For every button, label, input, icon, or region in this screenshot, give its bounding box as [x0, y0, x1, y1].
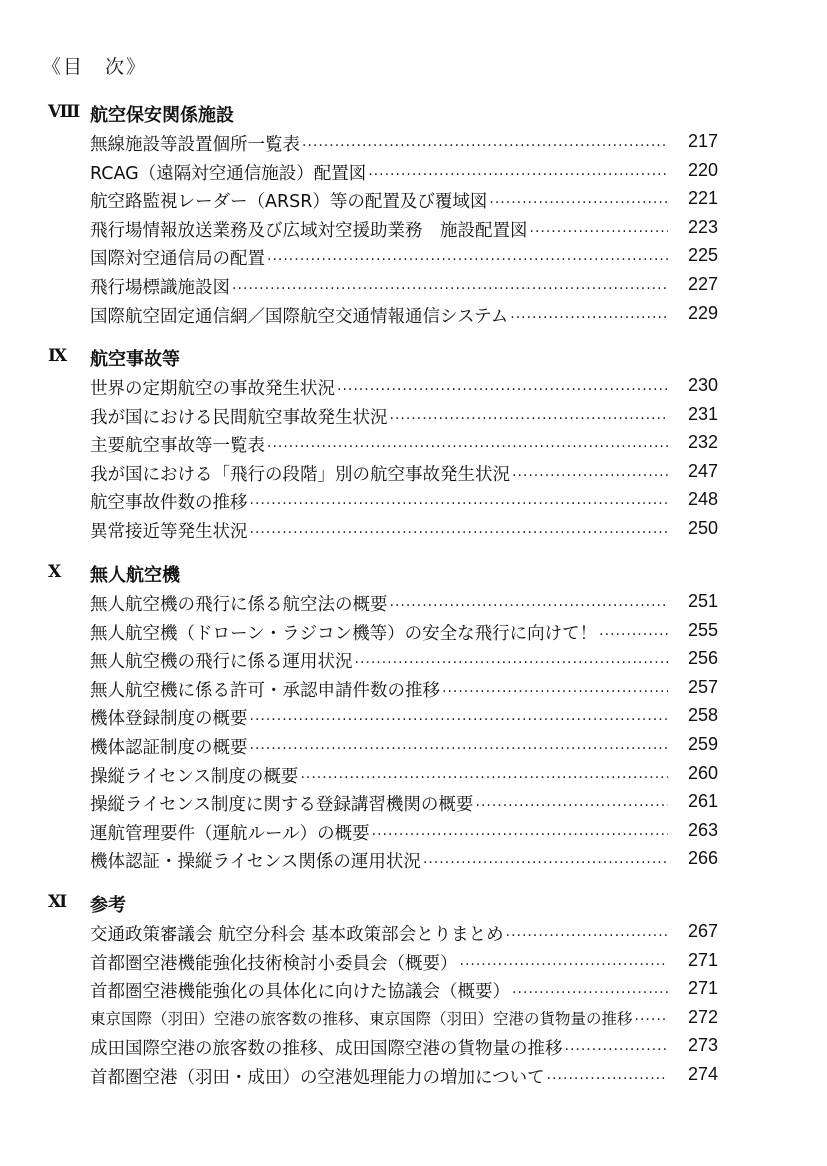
dot-leader — [267, 439, 668, 455]
entry-page-number: 232 — [687, 432, 718, 453]
toc-entry[interactable] — [0, 486, 827, 515]
dot-leader — [250, 712, 669, 728]
dot-leader — [250, 496, 669, 512]
dot-leader — [565, 1042, 669, 1058]
entry-page-number: 248 — [687, 489, 718, 510]
toc-title: 《目 次》 — [42, 56, 148, 78]
entry-page-number: 250 — [687, 517, 718, 538]
entry-label: 飛行場標識施設図 — [90, 277, 230, 298]
entry-page-number: 231 — [687, 403, 718, 424]
toc-entry[interactable] — [0, 128, 827, 157]
toc-entry[interactable] — [0, 845, 827, 874]
toc-entry[interactable] — [0, 1061, 827, 1090]
entry-page-number: 271 — [687, 949, 718, 970]
toc-entry[interactable] — [0, 271, 827, 300]
entry-page-number: 256 — [687, 648, 718, 669]
entry-label: 無人航空機に係る許可・承認申請件数の推移 — [90, 680, 440, 701]
toc-entry[interactable] — [0, 760, 827, 789]
entry-page-number: 251 — [687, 591, 718, 611]
dot-leader — [390, 598, 669, 614]
entry-page-number: 230 — [687, 375, 718, 395]
toc-entry[interactable] — [0, 429, 827, 458]
dot-leader — [460, 957, 669, 973]
dot-leader — [232, 281, 668, 297]
entry-label: 無人航空機（ドローン・ラジコン機等）の安全な飛行に向けて！ — [90, 623, 598, 644]
dot-leader — [506, 928, 668, 944]
section-8 — [0, 100, 827, 328]
toc-entry[interactable] — [0, 617, 827, 646]
entry-page-number: 225 — [687, 245, 718, 266]
entry-label: 機体認証制度の概要 — [90, 737, 248, 758]
dot-leader — [423, 855, 668, 871]
dot-leader — [250, 741, 669, 757]
dot-leader — [510, 310, 668, 326]
toc-entry[interactable] — [0, 947, 827, 976]
dot-leader — [390, 411, 669, 427]
dot-leader — [512, 985, 668, 1001]
entry-label: 交通政策審議会 航空分科会 基本政策部会とりまとめ — [90, 925, 504, 945]
dot-leader — [442, 684, 668, 700]
section-name: 無人航空機 — [90, 565, 180, 586]
entry-label: 機体認証・操縦ライセンス関係の運用状況 — [90, 852, 421, 873]
dot-leader — [372, 827, 668, 843]
entry-label: 無人航空機の飛行に係る航空法の概要 — [90, 595, 388, 615]
toc-entry[interactable] — [0, 702, 827, 731]
section-number: Ⅺ — [48, 892, 67, 912]
toc-entry[interactable] — [0, 788, 827, 817]
toc-entry[interactable] — [0, 458, 827, 487]
entry-label: RCAG（遠隔対空通信施設）配置図 — [90, 163, 367, 184]
entry-page-number: 229 — [687, 302, 718, 323]
entry-label: 無人航空機の飛行に係る運用状況 — [90, 652, 353, 673]
entry-label: 操縦ライセンス制度の概要 — [90, 766, 299, 787]
toc-entry[interactable] — [0, 731, 827, 760]
entry-label: 航空事故件数の推移 — [90, 493, 248, 514]
section-name: 航空保安関係施設 — [90, 105, 234, 126]
entry-label: 運航管理要件（運航ルール）の概要 — [90, 823, 370, 844]
dot-leader — [250, 525, 669, 541]
dot-leader — [302, 138, 668, 154]
toc-entry[interactable] — [0, 214, 827, 243]
section-number: Ⅹ — [48, 562, 61, 582]
toc-entry[interactable] — [0, 975, 827, 1004]
entry-page-number: 227 — [687, 273, 718, 294]
entry-label: 国際対空通信局の配置 — [90, 249, 265, 270]
entry-page-number: 263 — [687, 819, 718, 840]
section-name: 航空事故等 — [90, 349, 180, 370]
entry-label: 首都圏空港（羽田・成田）の空港処理能力の増加について — [90, 1067, 545, 1088]
entry-page-number: 260 — [687, 762, 718, 783]
toc-entry[interactable] — [0, 645, 827, 674]
dot-leader — [599, 627, 668, 643]
entry-page-number: 271 — [687, 978, 718, 999]
section-number: Ⅷ — [48, 102, 80, 122]
entry-page-number: 261 — [687, 791, 718, 812]
dot-leader — [368, 167, 668, 183]
section-9 — [0, 344, 827, 544]
dot-leader — [489, 195, 668, 211]
toc-entry[interactable] — [0, 242, 827, 271]
section-heading — [0, 560, 827, 588]
entry-label: 我が国における「飛行の段階」別の航空事故発生状況 — [90, 464, 510, 485]
dot-leader — [512, 468, 668, 484]
entry-label: 成田国際空港の旅客数の推移、成田国際空港の貨物量の推移 — [90, 1039, 563, 1060]
entry-page-number: 257 — [687, 676, 718, 697]
toc-entry[interactable] — [0, 817, 827, 846]
toc-entry[interactable] — [0, 157, 827, 186]
entry-label: 無線施設等設置個所一覧表 — [90, 135, 300, 155]
entry-label: 首都圏空港機能強化技術検討小委員会（概要） — [90, 953, 458, 974]
entry-label: 機体登録制度の概要 — [90, 709, 248, 730]
toc-entry[interactable] — [0, 372, 827, 401]
entry-label: 異常接近等発生状況 — [90, 521, 248, 542]
entry-label: 国際航空固定通信網／国際航空交通情報通信システム — [90, 306, 509, 327]
toc-entry[interactable] — [0, 1004, 827, 1033]
entry-label: 我が国における民間航空事故発生状況 — [90, 407, 388, 428]
entry-page-number: 273 — [687, 1035, 718, 1056]
entry-page-number: 259 — [687, 733, 718, 754]
entry-page-number: 272 — [687, 1006, 718, 1027]
entry-page-number: 267 — [687, 921, 718, 941]
entry-label: 主要航空事故等一覧表 — [90, 436, 265, 457]
section-name: 参考 — [90, 895, 126, 916]
toc-entry[interactable] — [0, 918, 827, 947]
entry-page-number: 217 — [687, 131, 718, 151]
entry-label: 操縦ライセンス制度に関する登録講習機関の概要 — [90, 795, 474, 816]
entry-label: 飛行場情報放送業務及び広域対空援助業務 施設配置図 — [90, 220, 528, 241]
section-heading — [0, 100, 827, 128]
toc-entry[interactable] — [0, 515, 827, 544]
dot-leader — [300, 770, 668, 786]
entry-page-number: 274 — [687, 1063, 718, 1084]
entry-label: 東京国際（羽田）空港の旅客数の推移、東京国際（羽田）空港の貨物量の推移 — [90, 1009, 633, 1028]
entry-page-number: 266 — [687, 848, 718, 869]
dot-leader — [530, 224, 669, 240]
toc-entry[interactable] — [0, 674, 827, 703]
toc-entry[interactable] — [0, 300, 827, 329]
entry-page-number: 258 — [687, 705, 718, 726]
toc-entry[interactable] — [0, 185, 827, 214]
entry-label: 航空路監視レーダー（ARSR）等の配置及び覆域図 — [90, 192, 488, 213]
dot-leader — [355, 655, 669, 671]
dot-leader — [547, 1071, 668, 1087]
entry-page-number: 255 — [687, 619, 718, 640]
dot-leader — [267, 252, 668, 268]
entry-page-number: 221 — [687, 188, 718, 209]
section-10 — [0, 560, 827, 874]
entry-page-number: 223 — [687, 216, 718, 237]
section-11 — [0, 890, 827, 1090]
section-number: Ⅸ — [48, 346, 67, 366]
dot-leader — [337, 382, 668, 398]
dot-leader — [475, 798, 668, 814]
entry-page-number: 220 — [687, 159, 718, 180]
section-heading — [0, 344, 827, 372]
toc-entry[interactable] — [0, 588, 827, 617]
entry-label: 世界の定期航空の事故発生状況 — [90, 379, 335, 399]
entry-label: 首都圏空港機能強化の具体化に向けた協議会（概要） — [90, 982, 510, 1003]
entry-page-number: 247 — [687, 460, 718, 481]
toc-entry[interactable] — [0, 401, 827, 430]
toc-entry[interactable] — [0, 1032, 827, 1061]
dot-leader — [635, 1012, 668, 1028]
section-heading — [0, 890, 827, 918]
